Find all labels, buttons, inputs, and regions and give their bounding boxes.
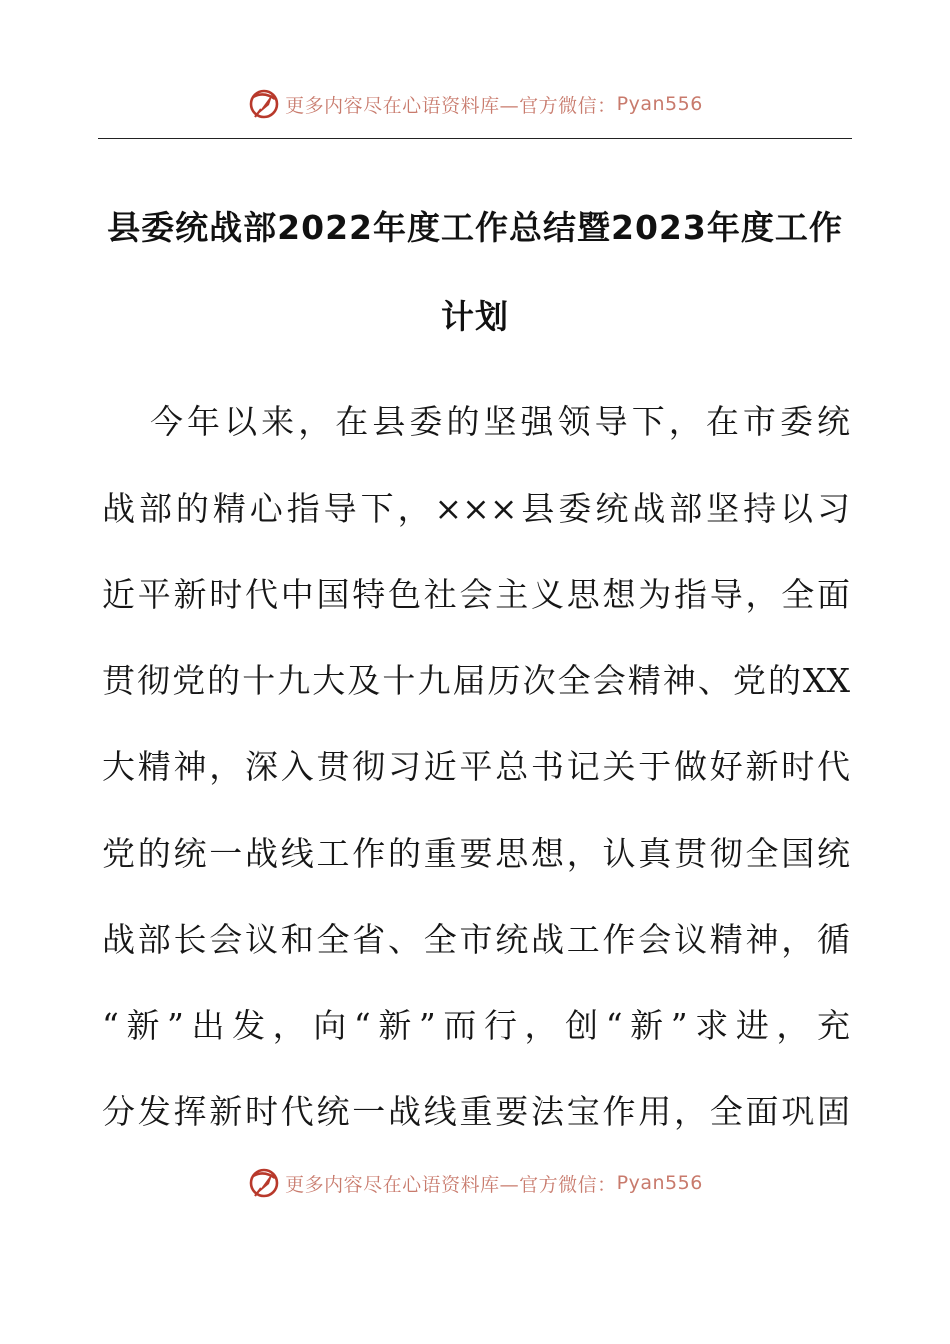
paragraph-line: 战部的精心指导下，×××县委统战部坚持以习	[102, 489, 850, 528]
document-title-line-2: 计划	[441, 297, 509, 336]
footer-watermark	[0, 1163, 950, 1203]
paragraph-line: 近平新时代中国特色社会主义思想为指导，全面	[102, 575, 850, 614]
paragraph-line: 今年以来，在县委的坚强领导下，在市委统	[150, 402, 850, 441]
paragraph-line: 战部长会议和全省、全市统战工作会议精神，循	[102, 920, 850, 959]
header-divider	[98, 138, 852, 139]
watermark-text: 更多内容尽在心语资料库—官方微信：	[285, 1173, 617, 1196]
paragraph-line: 大精神，深入贯彻习近平总书记关于做好新时代	[102, 747, 850, 786]
document-title-line-1: 县委统战部2022年度工作总结暨2023年度工作	[107, 208, 843, 247]
quill-logo-icon	[247, 1166, 281, 1200]
paragraph-line: 分发挥新时代统一战线重要法宝作用，全面巩固	[102, 1092, 850, 1131]
paragraph-line: 贯彻党的十九大及十九届历次全会精神、党的XX	[102, 661, 850, 700]
watermark-text: 更多内容尽在心语资料库—官方微信：	[285, 94, 617, 117]
paragraph-line: “新”出发，向“新”而行，创“新”求进，充	[102, 1006, 850, 1045]
watermark-account: Pyan556	[616, 93, 703, 115]
paragraph-line: 党的统一战线工作的重要思想，认真贯彻全国统	[102, 834, 850, 873]
quill-logo-icon	[247, 87, 281, 121]
header-watermark	[0, 84, 950, 124]
watermark-account: Pyan556	[616, 1172, 703, 1194]
